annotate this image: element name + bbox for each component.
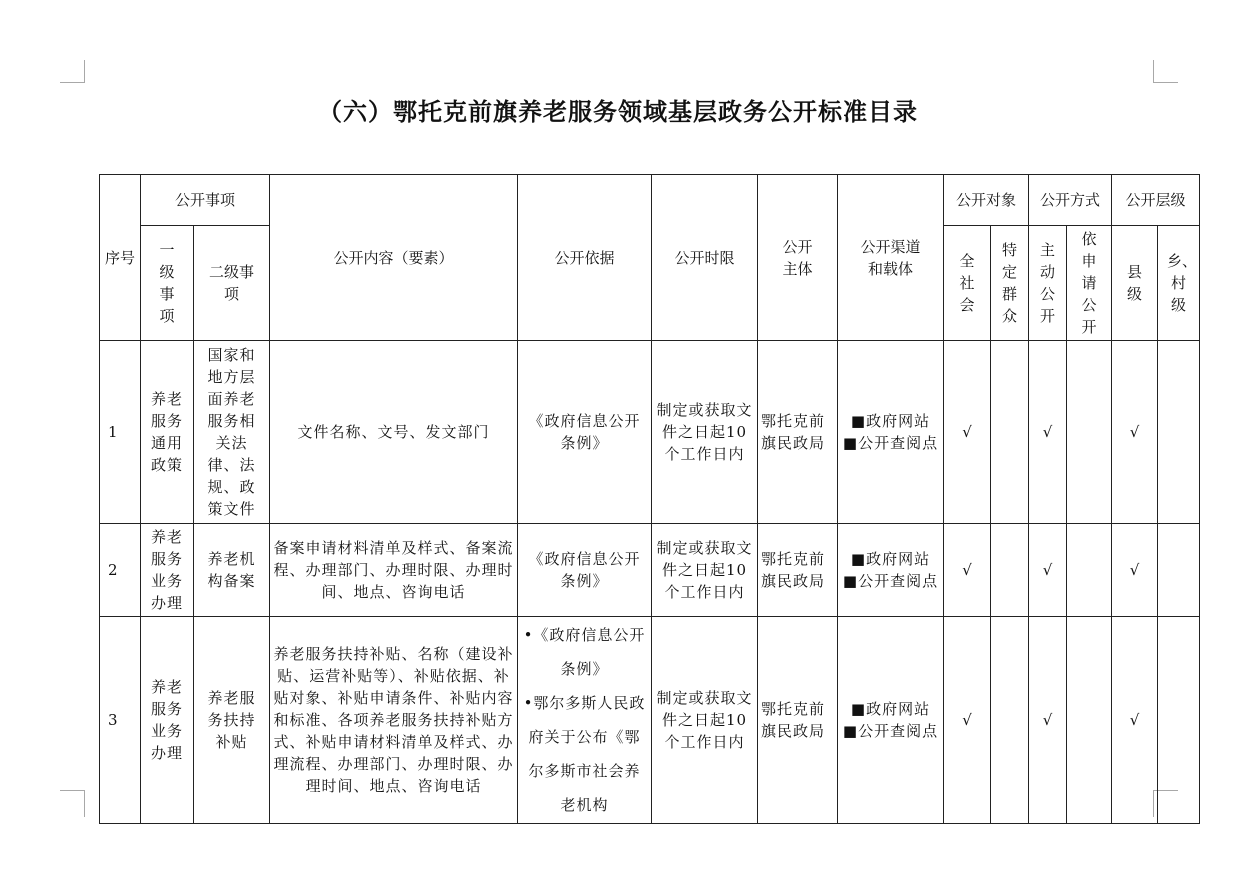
row-method-active: √ xyxy=(1029,617,1067,824)
row-channel xyxy=(838,524,944,617)
row-basis xyxy=(518,524,652,617)
header-audience: 公开对象 xyxy=(944,175,1029,226)
header-level2: 二级事项 xyxy=(194,226,270,341)
row-basis xyxy=(518,341,652,524)
row-audience-all: √ xyxy=(944,524,991,617)
channel-item: ■公开查阅点 xyxy=(842,572,939,590)
basis-item: •鄂尔多斯人民政府关于公布《鄂尔多斯市社会养老机构 xyxy=(523,694,646,814)
page-corner-mark xyxy=(60,60,85,83)
document-title: （六）鄂托克前旗养老服务领域基层政务公开标准目录 xyxy=(318,97,918,126)
channel-item: ■政府网站 xyxy=(850,700,931,718)
header-time-limit: 公开时限 xyxy=(652,175,758,341)
header-level1: 一级事项 xyxy=(141,226,194,341)
row-tier-county: √ xyxy=(1112,524,1158,617)
row-method-apply xyxy=(1067,524,1112,617)
row-level1: 养老服务业务办理 xyxy=(141,524,194,617)
catalog-table xyxy=(99,174,1200,824)
header-tier-township: 乡、村级 xyxy=(1158,226,1200,341)
header-basis: 公开依据 xyxy=(518,175,652,341)
header-seq: 序号 xyxy=(100,175,141,341)
table-row xyxy=(100,341,1200,524)
row-method-active: √ xyxy=(1029,524,1067,617)
row-tier-county: √ xyxy=(1112,341,1158,524)
row-audience-specific xyxy=(991,617,1029,824)
row-channel xyxy=(838,341,944,524)
header-tier-county: 县级 xyxy=(1112,226,1158,341)
row-method-apply xyxy=(1067,617,1112,824)
row-time-limit: 制定或获取文件之日起10个工作日内 xyxy=(652,524,758,617)
row-method-apply xyxy=(1067,341,1112,524)
row-method-active: √ xyxy=(1029,341,1067,524)
basis-item: •《政府信息公开条例》 xyxy=(523,626,646,678)
row-time-limit: 制定或获取文件之日起10个工作日内 xyxy=(652,341,758,524)
channel-item: ■政府网站 xyxy=(850,412,931,430)
channel-item: ■政府网站 xyxy=(850,550,931,568)
channel-item: ■公开查阅点 xyxy=(842,434,939,452)
header-audience-all: 全社会 xyxy=(944,226,991,341)
page-corner-mark xyxy=(1153,60,1178,83)
header-row-top xyxy=(100,175,1200,226)
row-seq: 1 xyxy=(100,341,141,524)
table-row xyxy=(100,524,1200,617)
row-tier-township xyxy=(1158,524,1200,617)
row-tier-township xyxy=(1158,341,1200,524)
row-time-limit: 制定或获取文件之日起10个工作日内 xyxy=(652,617,758,824)
row-audience-specific xyxy=(991,524,1029,617)
table-row xyxy=(100,617,1200,824)
header-method-active: 主动公开 xyxy=(1029,226,1067,341)
row-channel xyxy=(838,617,944,824)
row-level2: 养老机构备案 xyxy=(194,524,270,617)
header-channel: 公开渠道和载体 xyxy=(838,175,944,341)
row-level1: 养老服务通用政策 xyxy=(141,341,194,524)
header-content: 公开内容（要素） xyxy=(270,175,518,341)
channel-item: ■公开查阅点 xyxy=(842,722,939,740)
header-subject: 公开主体 xyxy=(758,175,838,341)
row-level1: 养老服务业务办理 xyxy=(141,617,194,824)
basis-item: 《政府信息公开条例》 xyxy=(528,550,641,590)
row-content: 备案申请材料清单及样式、备案流程、办理部门、办理时限、办理时间、地点、咨询电话 xyxy=(270,524,518,617)
row-tier-county: √ xyxy=(1112,617,1158,824)
row-tier-township xyxy=(1158,617,1200,824)
row-content: 文件名称、文号、发文部门 xyxy=(270,341,518,524)
row-subject: 鄂托克前旗民政局 xyxy=(758,341,838,524)
row-basis xyxy=(518,617,652,824)
header-audience-specific: 特定群众 xyxy=(991,226,1029,341)
header-matters: 公开事项 xyxy=(141,175,270,226)
row-audience-all: √ xyxy=(944,617,991,824)
row-level2: 养老服务扶持补贴 xyxy=(194,617,270,824)
row-level2: 国家和地方层面养老服务相关法律、法规、政策文件 xyxy=(194,341,270,524)
row-seq: 3 xyxy=(100,617,141,824)
basis-item: 《政府信息公开条例》 xyxy=(528,412,641,452)
row-subject: 鄂托克前旗民政局 xyxy=(758,617,838,824)
row-content: 养老服务扶持补贴、名称（建设补贴、运营补贴等）、补贴依据、补贴对象、补贴申请条件、补贴内容和标准、各项养老服务扶持补贴方式、补贴申请材料清单及样式、办理流程、办理部门、办理时限、办理时间、地点、咨询电话 xyxy=(270,617,518,824)
header-method-apply: 依申请公开 xyxy=(1067,226,1112,341)
row-seq: 2 xyxy=(100,524,141,617)
header-method: 公开方式 xyxy=(1029,175,1112,226)
row-subject: 鄂托克前旗民政局 xyxy=(758,524,838,617)
row-audience-all: √ xyxy=(944,341,991,524)
header-tier: 公开层级 xyxy=(1112,175,1200,226)
row-audience-specific xyxy=(991,341,1029,524)
page-corner-mark xyxy=(60,790,85,817)
